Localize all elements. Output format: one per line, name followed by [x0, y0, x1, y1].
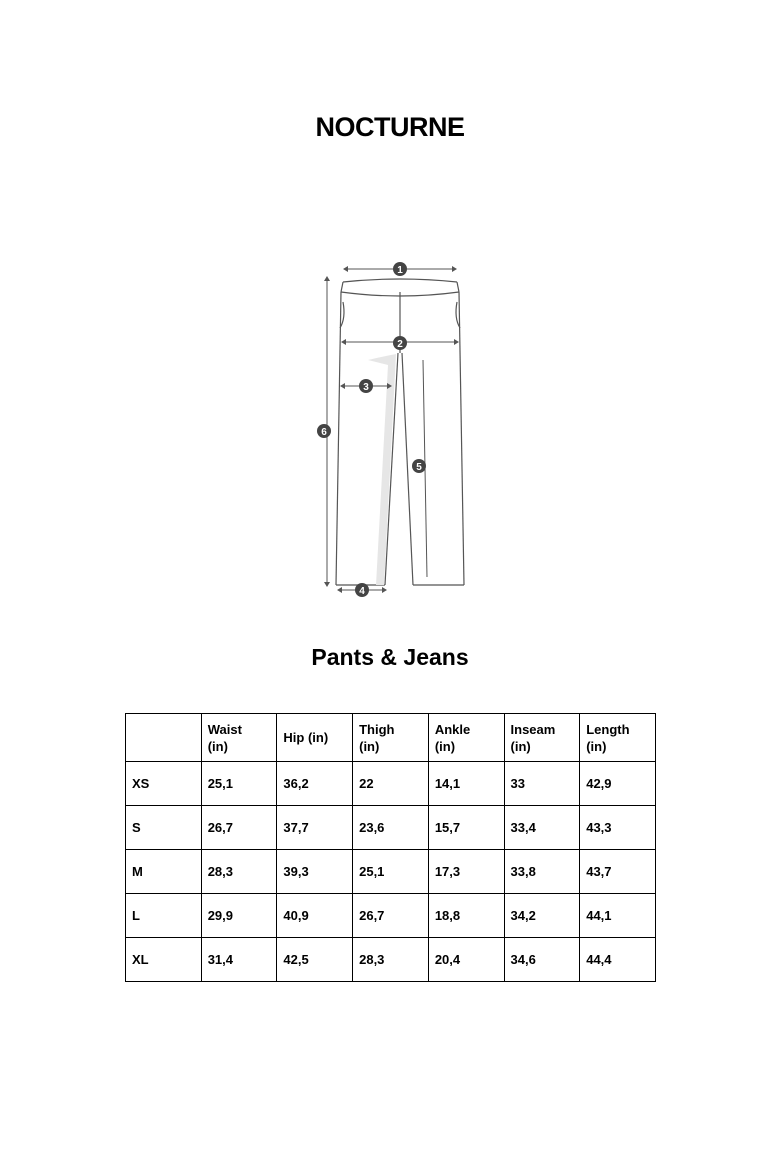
header-cell-ankle: [428, 714, 504, 762]
length-cell: 42,9: [580, 762, 656, 806]
table-row: [126, 806, 656, 850]
marker-3-icon: [359, 379, 373, 393]
ankle-cell: 14,1: [428, 762, 504, 806]
header-cell-thigh: [353, 714, 429, 762]
inseam-cell: 34,2: [504, 894, 580, 938]
marker-4-icon: [355, 583, 369, 597]
thigh-cell: 23,6: [353, 806, 429, 850]
table-row: [126, 938, 656, 982]
waist-cell: 26,7: [201, 806, 277, 850]
svg-text:6: 6: [321, 427, 327, 438]
ankle-cell: 18,8: [428, 894, 504, 938]
ankle-cell: 17,3: [428, 850, 504, 894]
inseam-cell: 34,6: [504, 938, 580, 982]
ankle-cell: 15,7: [428, 806, 504, 850]
header-cell-inseam: [504, 714, 580, 762]
table-row: [126, 850, 656, 894]
brand-title: NOCTURNE: [315, 112, 465, 142]
inseam-cell: 33,8: [504, 850, 580, 894]
hip-cell: 37,7: [277, 806, 353, 850]
hip-cell: 42,5: [277, 938, 353, 982]
header-line2: (in): [207, 738, 228, 754]
svg-text:1: 1: [397, 265, 403, 276]
marker-6-icon: [317, 424, 331, 438]
svg-text:4: 4: [359, 586, 365, 597]
svg-text:3: 3: [363, 382, 369, 393]
header-line2: (in): [510, 738, 531, 754]
inseam-cell: 33,4: [504, 806, 580, 850]
hip-cell: 39,3: [277, 850, 353, 894]
inseam-cell: 33: [504, 762, 580, 806]
size-chart-table: [125, 713, 656, 982]
table-row: [126, 762, 656, 806]
length-cell: 43,7: [580, 850, 656, 894]
marker-1-icon: [393, 262, 407, 276]
size-label-cell: S: [126, 806, 202, 850]
length-cell: 44,1: [580, 894, 656, 938]
marker-5-icon: [412, 459, 426, 473]
header-line1: Hip (in): [283, 730, 329, 745]
header-line2: (in): [434, 738, 456, 754]
header-line2: (in): [586, 738, 607, 754]
header-cell-size: [126, 714, 202, 762]
section-title: Pants & Jeans: [311, 644, 469, 670]
hip-cell: 36,2: [277, 762, 353, 806]
thigh-cell: 22: [353, 762, 429, 806]
header-line1: Inseam: [510, 721, 556, 737]
size-label-cell: M: [126, 850, 202, 894]
waist-cell: 31,4: [201, 938, 277, 982]
thigh-cell: 25,1: [353, 850, 429, 894]
header-cell-waist: [201, 714, 277, 762]
pants-diagram: [0, 250, 780, 610]
waist-cell: 25,1: [201, 762, 277, 806]
size-label-cell: XL: [126, 938, 202, 982]
thigh-cell: 26,7: [353, 894, 429, 938]
ankle-cell: 20,4: [428, 938, 504, 982]
svg-text:5: 5: [416, 462, 422, 473]
marker-2-icon: [393, 336, 407, 350]
header-line1: Thigh: [359, 721, 395, 737]
header-line1: Ankle: [434, 721, 471, 737]
header-line1: Length: [586, 721, 630, 737]
size-label-cell: L: [126, 894, 202, 938]
header-cell-hip: [277, 714, 353, 762]
length-cell: 44,4: [580, 938, 656, 982]
header-line1: Waist: [207, 721, 242, 737]
waist-cell: 29,9: [201, 894, 277, 938]
thigh-cell: 28,3: [353, 938, 429, 982]
length-cell: 43,3: [580, 806, 656, 850]
waist-cell: 28,3: [201, 850, 277, 894]
header-line2: (in): [359, 738, 380, 754]
size-label-cell: XS: [126, 762, 202, 806]
table-row: [126, 894, 656, 938]
table-header-row: [126, 714, 656, 762]
header-cell-length: [580, 714, 656, 762]
svg-text:2: 2: [397, 339, 403, 350]
hip-cell: 40,9: [277, 894, 353, 938]
